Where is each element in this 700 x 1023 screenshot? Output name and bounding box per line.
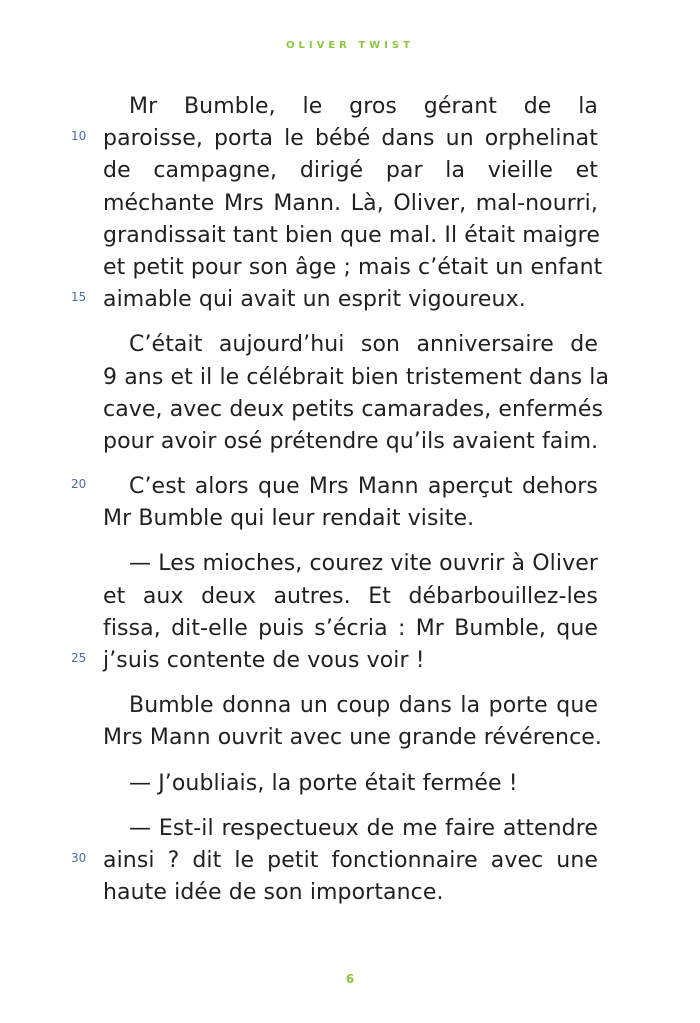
paragraph [71, 471, 598, 535]
text-line [103, 329, 598, 361]
paragraph [103, 329, 610, 458]
line-text: C’était aujourd’hui son anniversaire de [129, 332, 598, 358]
line-text: haute idée de son importance. [103, 880, 444, 906]
line-text: — Est-il respectueux de me faire attendre [129, 815, 598, 841]
line-number: 15 [71, 290, 87, 305]
line-text: — J’oubliais, la porte était fermée ! [129, 770, 518, 796]
text-line [71, 845, 598, 877]
paragraph [103, 768, 598, 800]
text-line [103, 548, 598, 580]
text-line [103, 155, 598, 187]
paragraph [71, 813, 598, 910]
text-line [103, 722, 603, 754]
paragraph [103, 690, 603, 754]
line-text: Bumble donna un coup dans la porte que [129, 693, 598, 719]
line-text: C’est alors que Mrs Mann aperçut dehors [129, 474, 598, 500]
text-line [103, 503, 598, 535]
text-line [103, 768, 598, 800]
text-line [103, 394, 604, 426]
line-text: et petit pour son âge ; mais c’était un enfant [103, 254, 603, 280]
paragraph [71, 91, 603, 316]
line-text: méchante Mrs Mann. Là, Oliver, mal-nourri, [103, 190, 598, 216]
body-text [71, 91, 610, 922]
line-text: et aux deux autres. Et débarbouillez-les [103, 583, 598, 609]
line-number: 30 [71, 850, 87, 865]
text-line [103, 690, 598, 722]
line-text: paroisse, porta le bébé dans un orphelinat [103, 126, 598, 152]
text-line [103, 581, 598, 613]
paragraph [71, 548, 598, 677]
page-number: 6 [345, 972, 355, 986]
text-line [71, 471, 598, 503]
line-text: Mr Bumble, le gros gérant de la [129, 94, 598, 119]
line-text: fissa, dit-elle puis s’écria : Mr Bumble, que [103, 615, 598, 641]
running-header: OLIVER TWIST [286, 40, 414, 51]
line-text: pour avoir osé prétendre qu’ils avaient faim. [103, 428, 599, 454]
line-number: 25 [71, 651, 87, 665]
text-line [103, 91, 598, 123]
line-text: grandissait tant bien que mal. Il était maigre [103, 222, 600, 248]
text-line [103, 877, 598, 909]
line-text: de campagne, dirigé par la vieille et [103, 158, 598, 184]
line-text: Mr Bumble qui leur rendait visite. [103, 506, 475, 532]
text-line [71, 284, 598, 316]
text-line [103, 613, 598, 645]
line-number: 10 [71, 129, 87, 144]
text-line [103, 426, 598, 458]
line-text: Mrs Mann ouvrit avec une grande révérence. [103, 725, 603, 751]
line-text: — Les mioches, courez vite ouvrir à Oliver [129, 551, 598, 577]
text-line [71, 645, 598, 677]
line-text: aimable qui avait un esprit vigoureux. [103, 287, 526, 313]
text-line [103, 362, 610, 394]
text-line [103, 252, 603, 284]
line-number: 20 [71, 477, 87, 492]
line-text: ainsi ? dit le petit fonctionnaire avec une [103, 847, 598, 873]
text-line [103, 220, 598, 252]
line-text: cave, avec deux petits camarades, enfermés [103, 396, 604, 422]
text-line [103, 813, 598, 845]
text-line [71, 123, 598, 155]
line-text: 9 ans et il le célébrait bien tristement dans la [103, 364, 610, 390]
line-text: j’suis contente de vous voir ! [103, 648, 425, 673]
text-line [103, 188, 598, 220]
